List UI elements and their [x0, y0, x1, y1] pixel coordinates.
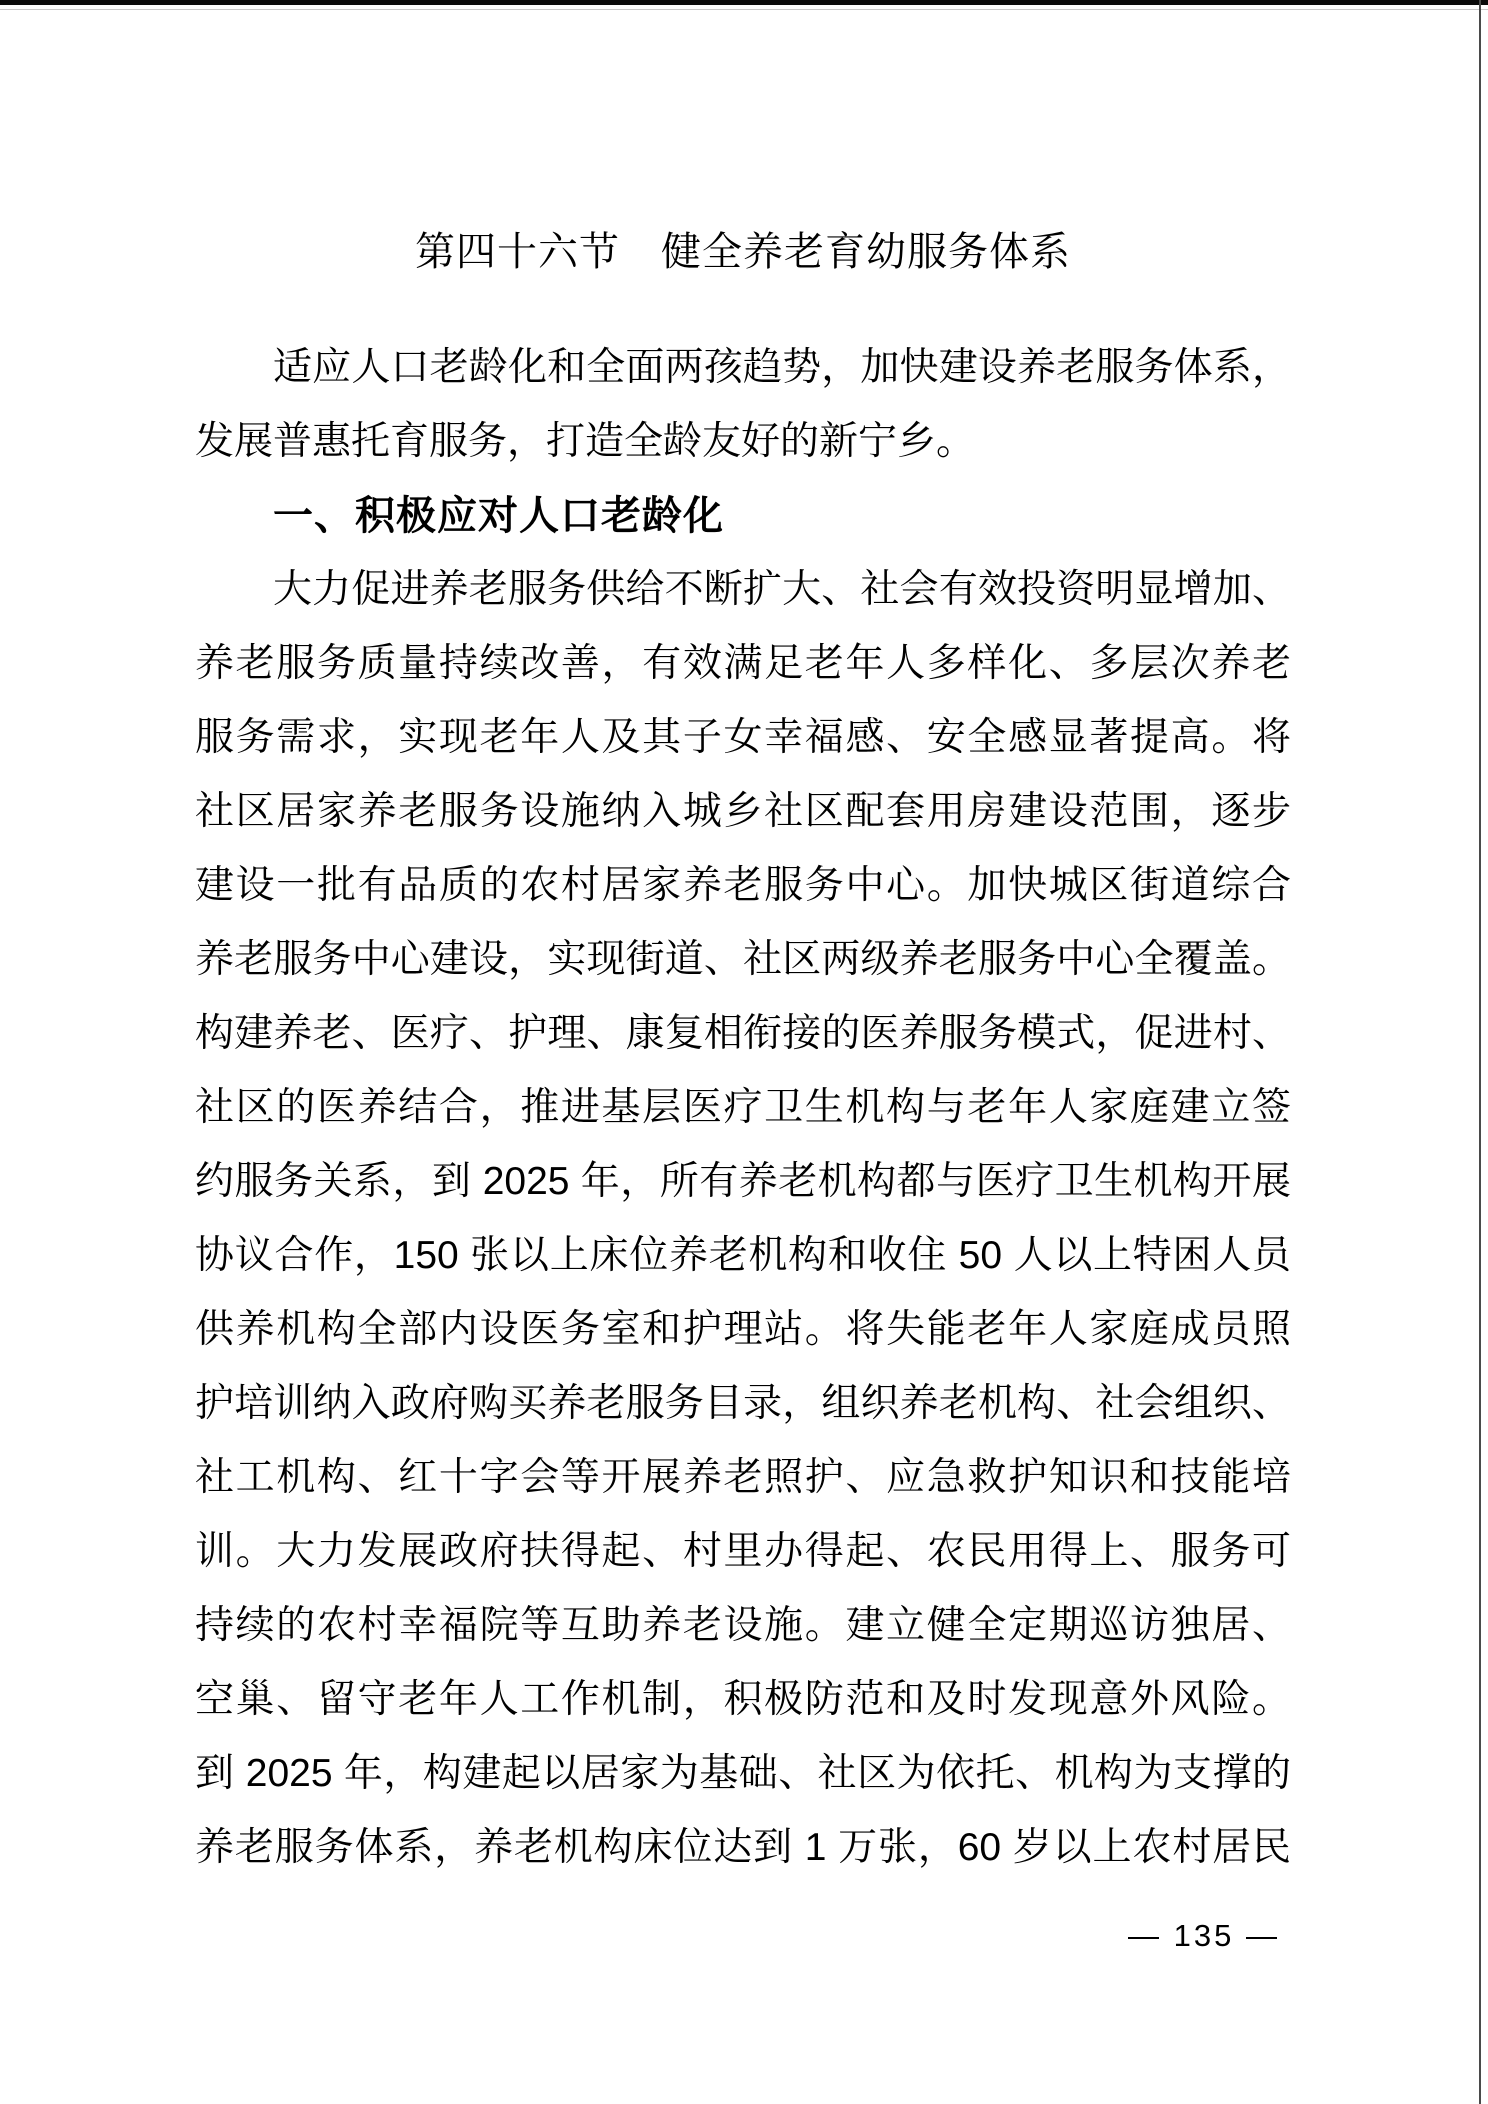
paragraph-line: 训。大力发展政府扶得起、村里办得起、农民用得上、服务可	[195, 1530, 1291, 1573]
scan-top-rule	[0, 9, 1488, 10]
paragraph-line: 适应人口老龄化和全面两孩趋势，加快建设养老服务体系，	[273, 346, 1291, 389]
paragraph-line: 护培训纳入政府购买养老服务目录，组织养老机构、社会组织、	[195, 1382, 1291, 1425]
paragraph-line: 发展普惠托育服务，打造全龄友好的新宁乡。	[195, 420, 976, 463]
paragraph-line: 社区居家养老服务设施纳入城乡社区配套用房建设范围，逐步	[195, 790, 1291, 833]
subsection-heading: 一、积极应对人口老龄化	[273, 494, 724, 538]
paragraph-line: 养老服务体系，养老机构床位达到 1 万张，60 岁以上农村居民	[195, 1826, 1291, 1869]
paragraph-line: 社区的医养结合，推进基层医疗卫生机构与老年人家庭建立签	[195, 1086, 1291, 1129]
paragraph-line: 供养机构全部内设医务室和护理站。将失能老年人家庭成员照	[195, 1308, 1291, 1351]
document-body	[195, 331, 1291, 1885]
scan-right-edge	[1479, 0, 1481, 2104]
paragraph-line: 持续的农村幸福院等互助养老设施。建立健全定期巡访独居、	[195, 1604, 1291, 1647]
paragraph-line: 构建养老、医疗、护理、康复相衔接的医养服务模式，促进村、	[195, 1012, 1291, 1055]
paragraph-line: 养老服务中心建设，实现街道、社区两级养老服务中心全覆盖。	[195, 938, 1291, 981]
section-title: 第四十六节 健全养老育幼服务体系	[415, 230, 1071, 274]
paragraph-line: 到 2025 年，构建起以居家为基础、社区为依托、机构为支撑的	[195, 1752, 1291, 1795]
paragraph-line: 服务需求，实现老年人及其子女幸福感、安全感显著提高。将	[195, 716, 1291, 759]
paragraph-line: 养老服务质量持续改善，有效满足老年人多样化、多层次养老	[195, 642, 1291, 685]
scan-top-edge	[0, 0, 1488, 5]
page-number: — 135 —	[1128, 1918, 1280, 1953]
paragraph-line: 约服务关系，到 2025 年，所有养老机构都与医疗卫生机构开展	[195, 1160, 1291, 1203]
paragraph-line: 大力促进养老服务供给不断扩大、社会有效投资明显增加、	[273, 568, 1291, 611]
paragraph-line: 协议合作，150 张以上床位养老机构和收住 50 人以上特困人员	[195, 1234, 1291, 1277]
paragraph-line: 空巢、留守老年人工作机制，积极防范和及时发现意外风险。	[195, 1678, 1291, 1721]
paragraph-line: 建设一批有品质的农村居家养老服务中心。加快城区街道综合	[195, 864, 1291, 907]
paragraph-line: 社工机构、红十字会等开展养老照护、应急救护知识和技能培	[195, 1456, 1291, 1499]
